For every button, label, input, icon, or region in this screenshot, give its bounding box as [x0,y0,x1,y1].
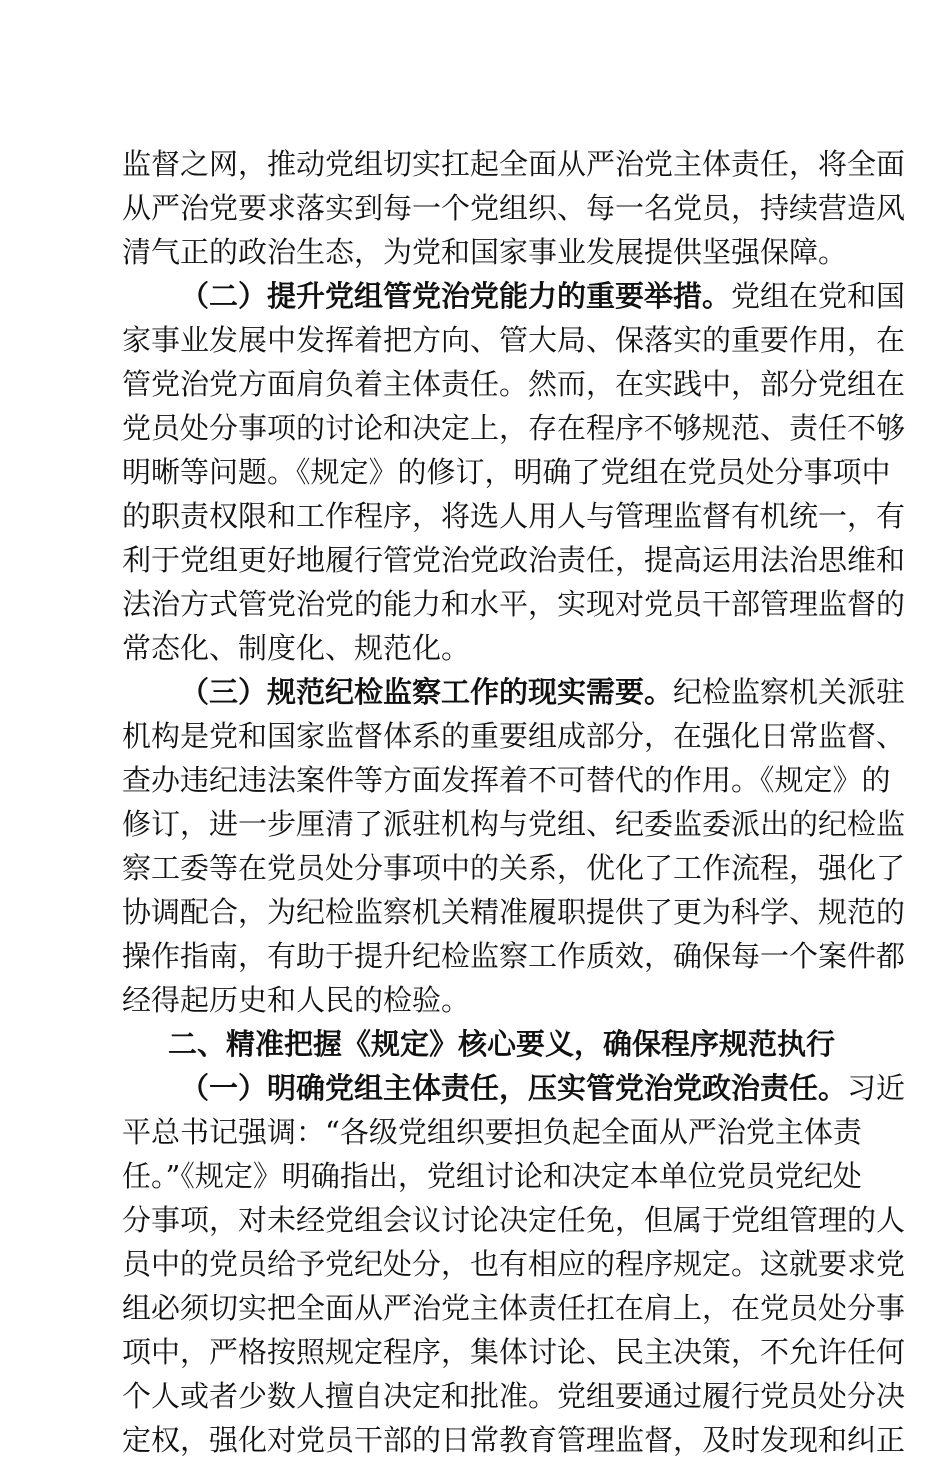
paragraph-line: 查办违纪违法案件等方面发挥着不可替代的作用。《规定》的 [122,763,891,797]
section-lead-line [180,274,906,318]
paragraph-line: 从严治党要求落实到每一个党组织、每一名党员，持续营造风 [122,191,906,225]
paragraph-text: 习近 [847,1071,906,1105]
paragraph-line: 平总书记强调：“各级党组织要担负起全面从严治党主体责 [122,1115,862,1149]
section-lead-line [180,1066,906,1110]
paragraph-line: 项中，严格按照规定程序，集体讨论、民主决策，不允许任何 [122,1335,906,1369]
paragraph-line: 明晰等问题。《规定》的修订，明确了党组在党员处分事项中 [122,455,891,489]
paragraph-line: 的职责权限和工作程序，将选人用人与管理监督有机统一，有 [122,499,906,533]
paragraph-line: 党员处分事项的讨论和决定上，存在程序不够规范、责任不够 [122,411,906,445]
paragraph-line: 修订，进一步厘清了派驻机构与党组、纪委监委派出的纪检监 [122,807,906,841]
paragraph-line: 清气正的政治生态，为党和国家事业发展提供坚强保障。 [122,235,848,269]
section-lead-line [180,670,906,714]
paragraph-line: 定权，强化对党员干部的日常教育管理监督，及时发现和纠正 [122,1423,906,1457]
paragraph-line: 协调配合，为纪检监察机关精准履职提供了更为科学、规范的 [122,895,906,929]
paragraph-line: 家事业发展中发挥着把方向、管大局、保落实的重要作用，在 [122,323,906,357]
paragraph-line: 组必须切实把全面从严治党主体责任扛在肩上，在党员处分事 [122,1291,906,1325]
paragraph-line: 监督之网，推动党组切实扛起全面从严治党主体责任，将全面 [122,147,906,181]
paragraph-line: 机构是党和国家监督体系的重要组成部分，在强化日常监督、 [122,719,906,753]
paragraph-line: 察工委等在党员处分事项中的关系，优化了工作流程，强化了 [122,851,906,885]
paragraph-line: 管党治党方面肩负着主体责任。然而，在实践中，部分党组在 [122,367,906,401]
paragraph-text: 纪检监察机关派驻 [673,675,906,709]
paragraph-line: 法治方式管党治党的能力和水平，实现对党员干部管理监督的 [122,587,906,621]
paragraph-line: 任。”《规定》明确指出，党组讨论和决定本单位党员党纪处 [122,1159,862,1193]
paragraph-line: 员中的党员给予党纪处分，也有相应的程序规定。这就要求党 [122,1247,906,1281]
paragraph-line: 经得起历史和人民的检验。 [122,983,471,1017]
paragraph-line: 常态化、制度化、规范化。 [122,631,471,665]
paragraph-line: 操作指南，有助于提升纪检监察工作质效，确保每一个案件都 [122,939,906,973]
section-heading-inline: （一）明确党组主体责任，压实管党治党政治责任。 [180,1071,848,1105]
section-heading-inline: （二）提升党组管党治党能力的重要举措。 [180,279,732,313]
paragraph-line: 分事项，对未经党组会议讨论决定任免，但属于党组管理的人 [122,1203,906,1237]
paragraph-line: 利于党组更好地履行管党治党政治责任，提高运用法治思维和 [122,543,906,577]
paragraph-text: 党组在党和国 [731,279,906,313]
paragraph-line: 个人或者少数人擅自决定和批准。党组要通过履行党员处分决 [122,1379,906,1413]
section-heading: 二、精准把握《规定》核心要义，确保程序规范执行 [168,1027,836,1061]
section-heading-inline: （三）规范纪检监察工作的现实需要。 [180,675,674,709]
